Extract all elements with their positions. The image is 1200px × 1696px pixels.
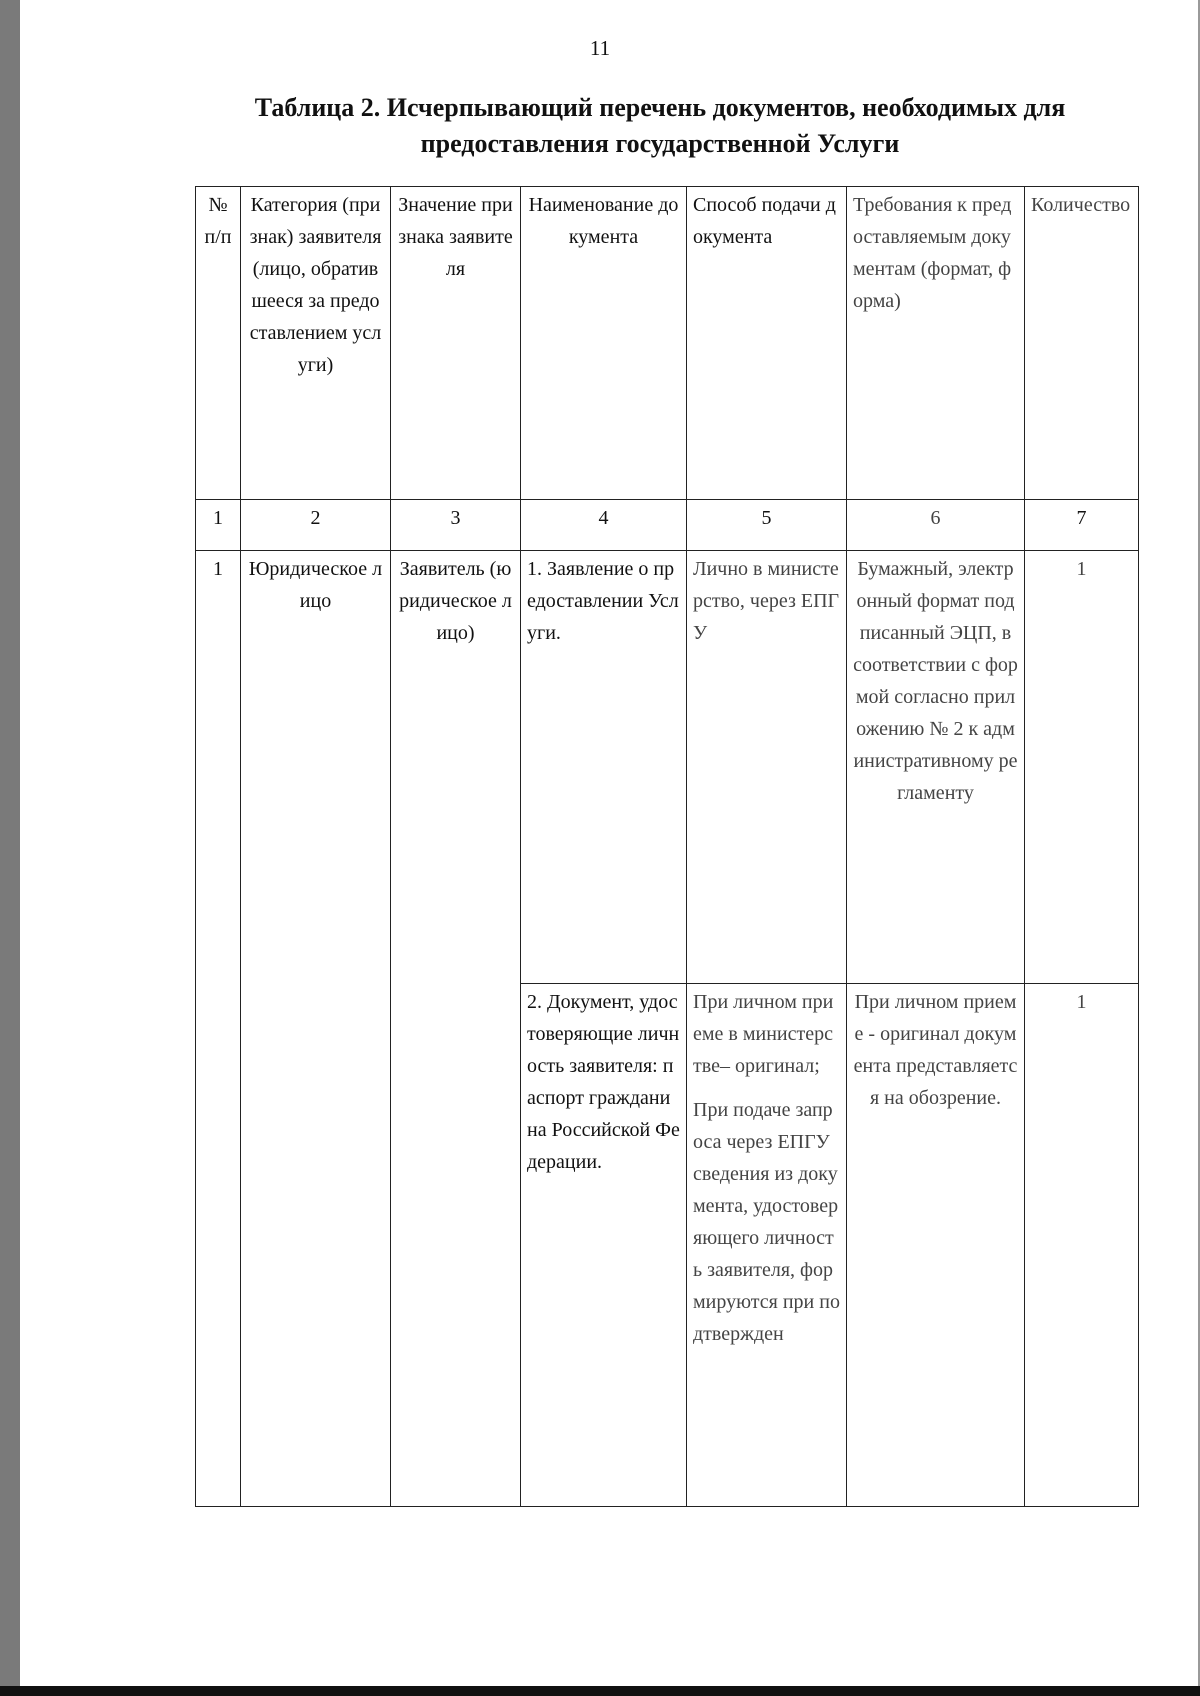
column-number-row <box>196 500 1139 551</box>
document-requirements: При личном приеме - оригинал документа представляется на обозрение. <box>847 984 1025 1507</box>
column-number: 3 <box>391 500 521 551</box>
document-name: 1. Заявление о предоставлении Услуги. <box>521 551 687 984</box>
column-number: 7 <box>1025 500 1139 551</box>
header-row <box>196 187 1139 500</box>
document-name: 2. Документ, удостоверяющие личность заявителя: паспорт гражданина Российской Федерации. <box>521 984 687 1507</box>
column-number: 5 <box>687 500 847 551</box>
applicant-value: Заявитель (юридическое лицо) <box>391 551 521 1507</box>
document-requirements: Бумажный, электронный формат подписанный ЭЦП, в соответствии с формой согласно приложению № 2 к административному регламенту <box>847 551 1025 984</box>
header-cell-number: № п/п <box>196 187 241 500</box>
viewer-left-border <box>0 0 20 1696</box>
documents-table <box>195 186 1139 1507</box>
header-cell-category: Категория (признак) заявителя (лицо, обратившееся за предоставлением услуги) <box>241 187 391 500</box>
page-number: 11 <box>589 36 611 60</box>
header-cell-doc-name: Наименование документа <box>521 187 687 500</box>
document-count: 1 <box>1025 984 1139 1507</box>
column-number: 6 <box>847 500 1025 551</box>
header-cell-method: Способ подачи документа <box>687 187 847 500</box>
header-cell-value: Значение признака заявителя <box>391 187 521 500</box>
table-title: Таблица 2. Исчерпывающий перечень документов, необходимых для предоставления государственной Услуги <box>254 93 1066 158</box>
submission-method-in-person: При личном приеме в министерстве– оригинал; <box>693 991 834 1077</box>
submission-method <box>687 984 847 1507</box>
header-cell-count: Количество <box>1025 187 1139 500</box>
row-number: 1 <box>196 551 241 1507</box>
header-cell-requirements: Требования к предоставляемым документам (формат, форма) <box>847 187 1025 500</box>
viewer-bottom-border <box>0 1686 1200 1696</box>
table-row <box>196 551 1139 984</box>
column-number: 2 <box>241 500 391 551</box>
submission-method-online: При подаче запроса через ЕПГУ сведения из документа, удостоверяющего личность заявителя, формируются при подтвержден <box>693 1099 840 1345</box>
column-number: 1 <box>196 500 241 551</box>
document-count: 1 <box>1025 551 1139 984</box>
column-number: 4 <box>521 500 687 551</box>
applicant-category: Юридическое лицо <box>241 551 391 1507</box>
submission-method: Лично в министерство, через ЕПГУ <box>687 551 847 984</box>
